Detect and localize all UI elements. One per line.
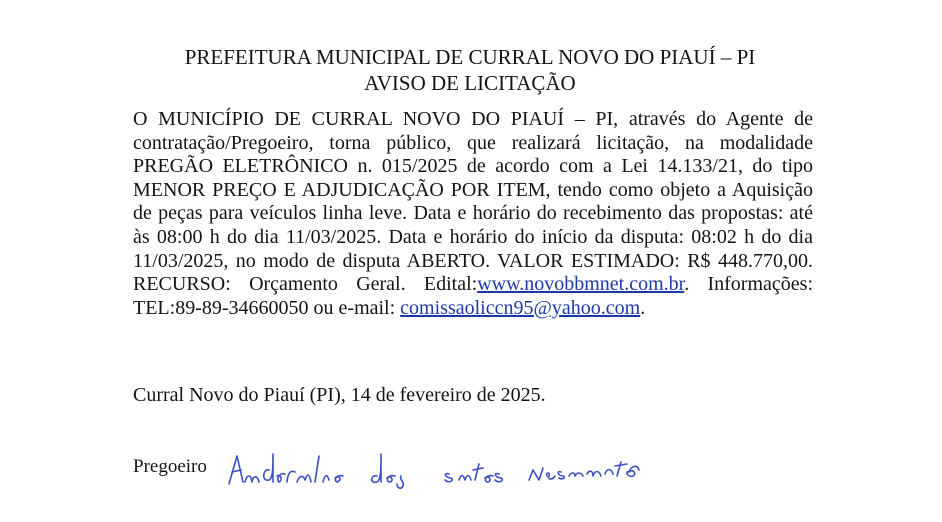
notice-line: de peças para veículos linha leve. Data e horário do recebimento das propostas: até <box>133 202 813 225</box>
notice-line: às 08:00 h do dia 11/03/2025. Data e horário do início da disputa: 08:02 h do dia <box>133 225 813 248</box>
resources-prefix: RECURSO: Orçamento Geral. Edital: <box>133 273 478 296</box>
notice-line: MENOR PREÇO E ADJUDICAÇÃO POR ITEM, tendo como objeto a Aquisição <box>133 178 813 201</box>
notice-line: 11/03/2025, no modo de disputa ABERTO. VALOR ESTIMADO: R$ 448.770,00. <box>133 249 813 272</box>
resources-suffix: . Informações: <box>684 273 813 296</box>
municipality-title: PREFEITURA MUNICIPAL DE CURRAL NOVO DO PIAUÍ – PI <box>184 45 756 69</box>
edital-website-link[interactable]: www.novobbmnet.com.br <box>477 273 685 296</box>
signature-block <box>133 446 693 494</box>
email-link[interactable]: comissaoliccn95@yahoo.com <box>400 296 641 319</box>
notice-line-resources <box>133 273 813 297</box>
notice-line: O MUNICÍPIO DE CURRAL NOVO DO PIAUÍ – PI, através do Agente de <box>133 108 813 130</box>
contact-prefix: TEL:89-89-34660050 ou e-mail: <box>133 296 401 319</box>
notice-body <box>133 108 813 320</box>
notice-line: PREGÃO ELETRÔNICO n. 015/2025 de acordo com a Lei 14.133/21, do tipo <box>133 155 813 178</box>
signer-role-label: Pregoeiro <box>133 456 207 477</box>
document-header <box>0 44 940 96</box>
notice-line-contact <box>133 297 813 321</box>
notice-line: contratação/Pregoeiro, torna público, que realizará licitação, na modalidade <box>133 131 813 154</box>
notice-title: AVISO DE LICITAÇÃO <box>364 71 576 95</box>
contact-suffix: . <box>640 296 646 319</box>
handwritten-signature <box>227 446 667 494</box>
place-date: Curral Novo do Piauí (PI), 14 de fevereiro de 2025. <box>133 384 546 406</box>
